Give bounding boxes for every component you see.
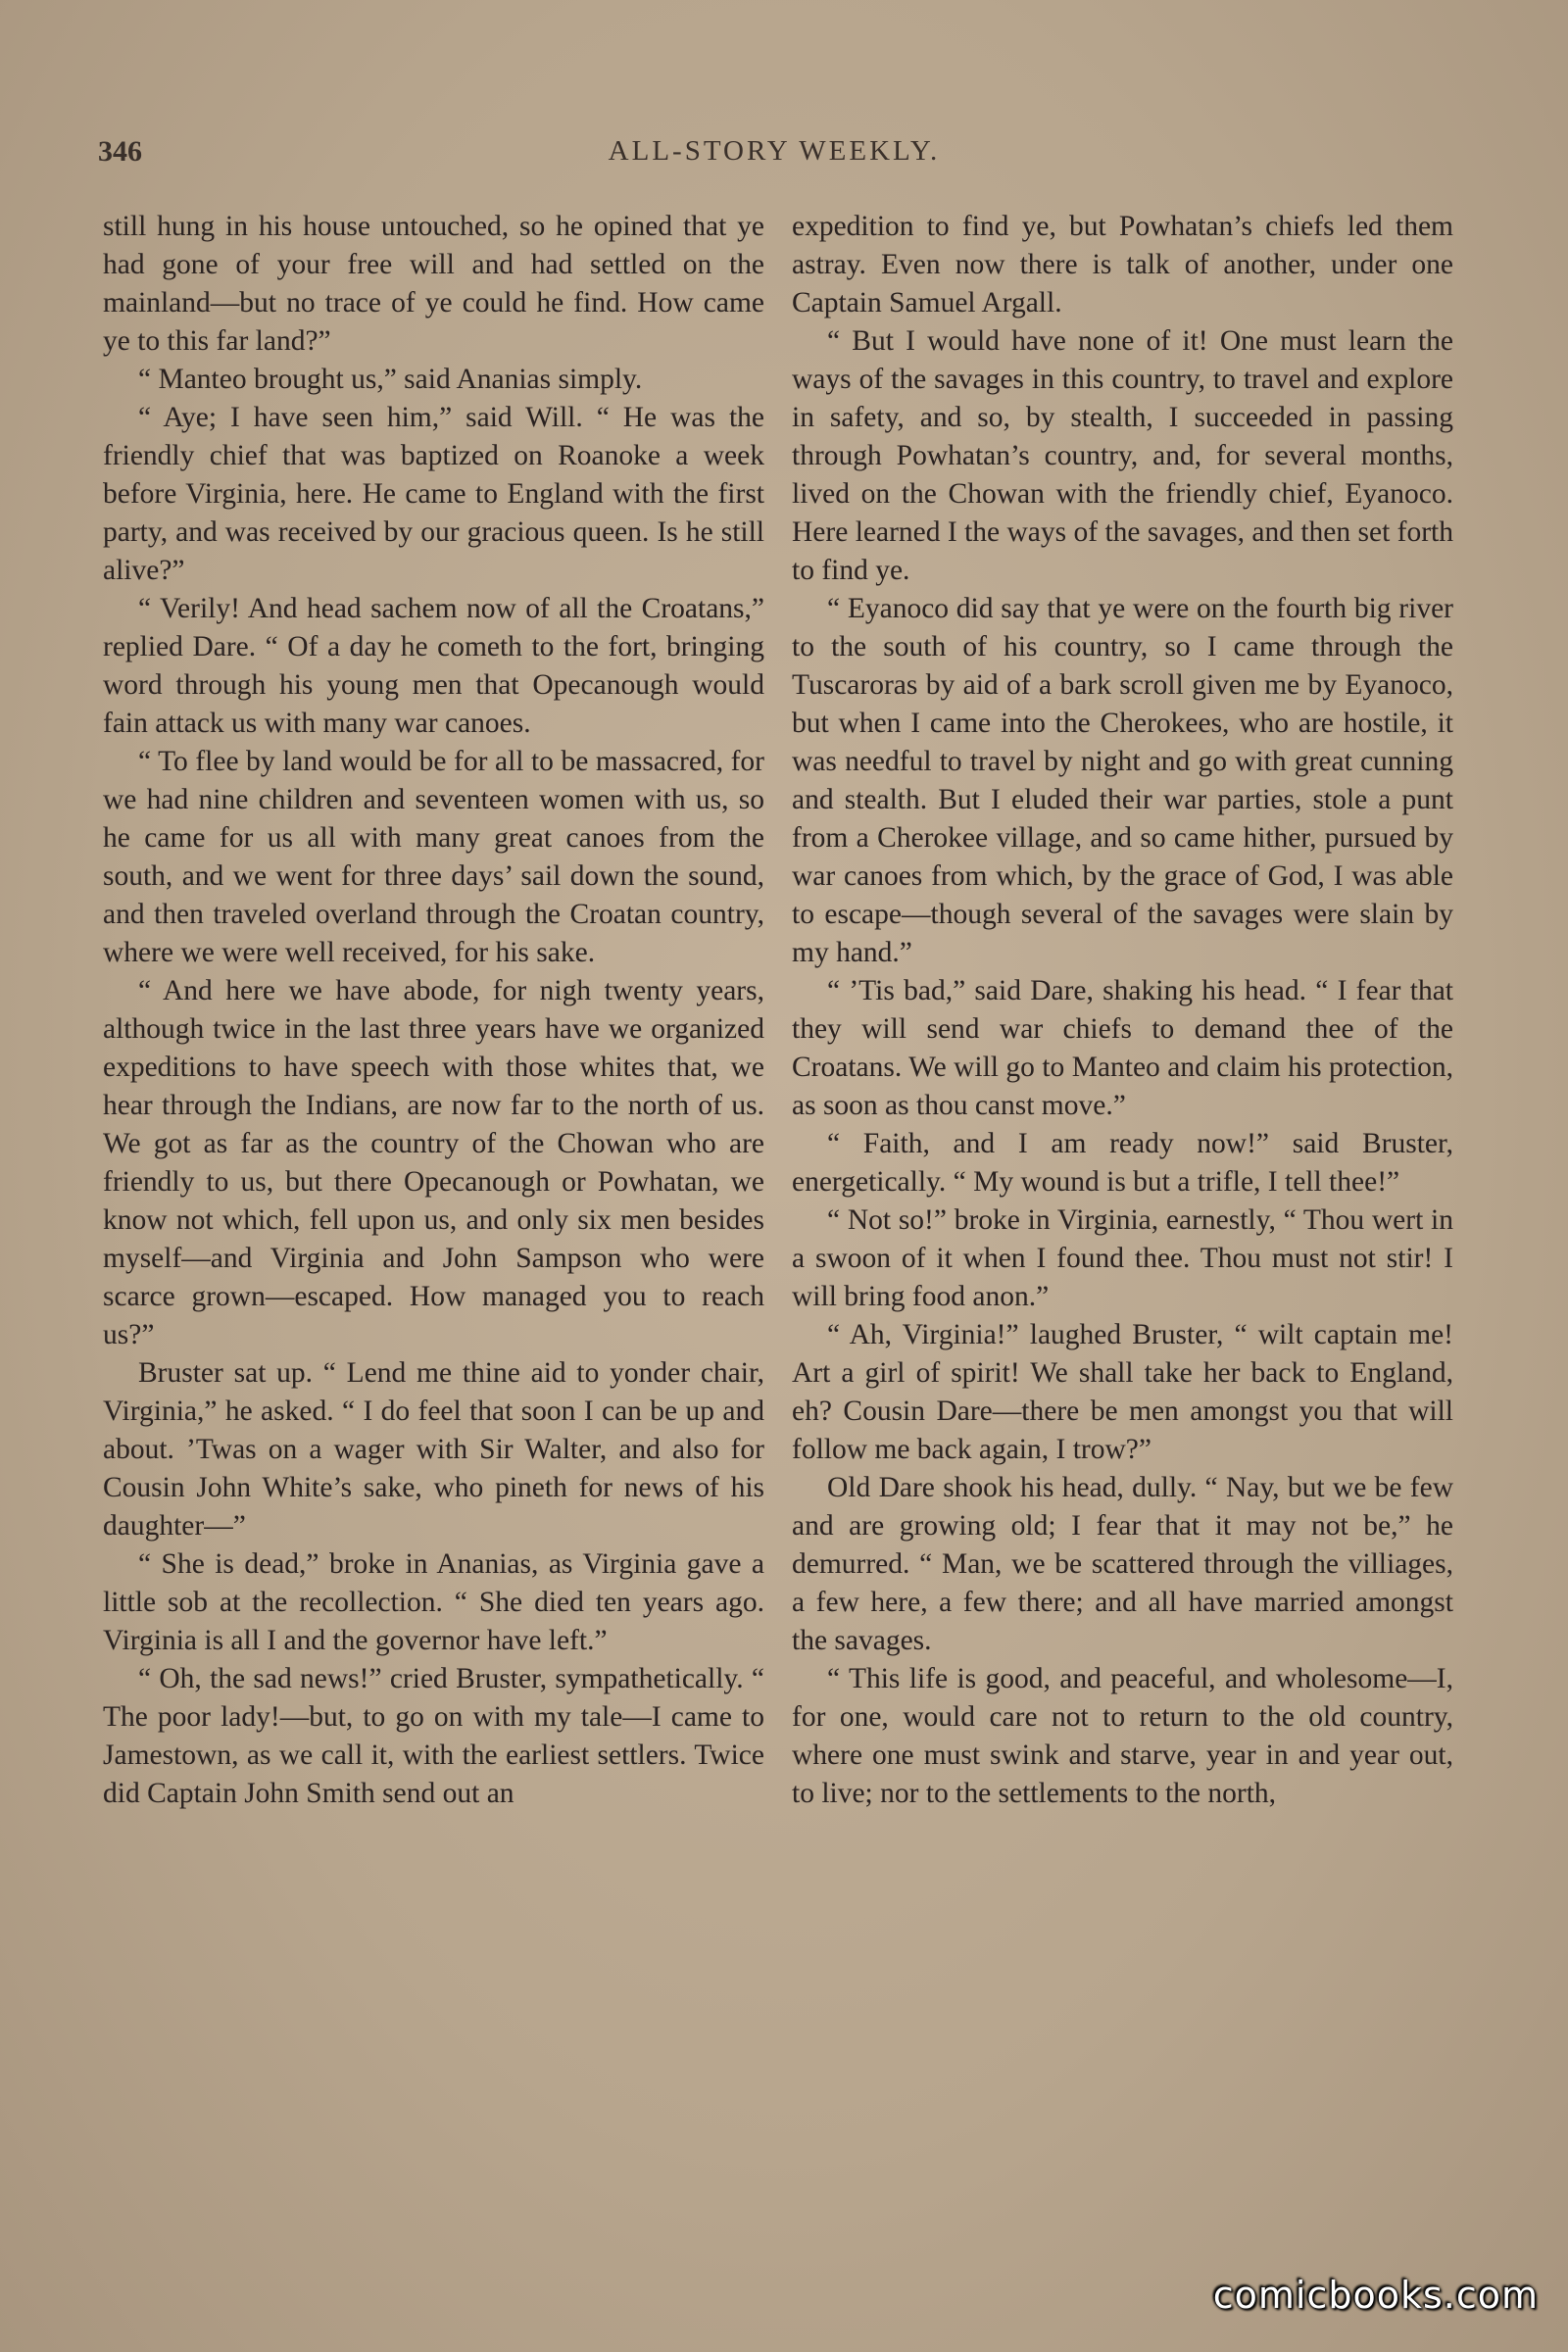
paragraph: “ But I would have none of it! One must learn the ways of the savages in this country, to travel and explore in safety, and so, by stealth, I succeeded in passing through Powhatan’s country, and, for several months, lived on the Chowan with the friendly chief, Eyanoco. Here learned I the ways of the savages, and then set forth to find ye. [792,325,1453,586]
paragraph: Old Dare shook his head, dully. “ Nay, but we be few and are growing old; I fear that it may not be,” he demurred. “ Man, we be scattered through the villiages, a few here, a few there; and all have married amongst the savages. [792,1472,1453,1656]
paragraph: “ ’Tis bad,” said Dare, shaking his head. “ I fear that they will send war chiefs to demand thee of the Croatans. We will go to Manteo and claim his protection, as soon as thou canst move.” [792,975,1453,1121]
paragraph: “ Verily! And head sachem now of all the Croatans,” replied Dare. “ Of a day he cometh to the fort, bringing word through his young men that Opecanough would fain attack us with many war canoes. [103,593,764,739]
page-number: 346 [98,135,142,168]
paragraph: “ Ah, Virginia!” laughed Bruster, “ wilt captain me! Art a girl of spirit! We shall take her back to England, eh? Cousin Dare—there be men amongst you that will follow me back again, I trow?” [792,1319,1453,1465]
paragraph: expedition to find ye, but Powhatan’s chiefs led them astray. Even now there is talk of another, under one Captain Samuel Argall. [792,211,1453,318]
paragraph: “ Not so!” broke in Virginia, earnestly, “ Thou wert in a swoon of it when I found thee. Thou must not stir! I will bring food anon.” [792,1204,1453,1312]
running-title: ALL-STORY WEEKLY. [608,135,941,167]
paragraph: “ Eyanoco did say that ye were on the fourth big river to the south of his country, so I came through the Tuscaroras by aid of a bark scroll given me by Eyanoco, but when I came into the Cherokees, who are hostile, it was needful to travel by night and go with great cunning and stealth. But I eluded their war parties, stole a punt from a Cherokee village, and so came hither, pursued by war canoes from which, by the grace of God, I was able to escape—though several of the savages were slain by my hand.” [792,593,1453,968]
paragraph: still hung in his house untouched, so he opined that ye had gone of your free will and had settled on the mainland—but no trace of ye could he find. How came ye to this far land?” [103,211,764,357]
left-text-column [103,208,764,1813]
paragraph: “ Aye; I have seen him,” said Will. “ He was the friendly chief that was baptized on Roanoke a week before Virginia, here. He came to England with the first party, and was received by our gracious queen. Is he still alive?” [103,402,764,586]
paragraph: “ Faith, and I am ready now!” said Bruster, energetically. “ My wound is but a trifle, I tell thee!” [792,1128,1453,1198]
paragraph: “ And here we have abode, for nigh twenty years, although twice in the last three years have we organized expeditions to have speech with those whites that, we hear through the Indians, are now far to the north of us. We got as far as the country of the Chowan who are friendly to us, but there Opecanough or Powhatan, we know not which, fell upon us, and only six men besides myself—and Virginia and John Sampson who were scarce grown—escaped. How managed you to reach us?” [103,975,764,1350]
paragraph: Bruster sat up. “ Lend me thine aid to yonder chair, Virginia,” he asked. “ I do feel that soon I can be up and about. ’Twas on a wager with Sir Walter, and also for Cousin John White’s sake, who pineth for news of his daughter—” [103,1357,764,1542]
page-header [98,135,1450,174]
paragraph: “ Oh, the sad news!” cried Bruster, sympathetically. “ The poor lady!—but, to go on with my tale—I came to Jamestown, as we call it, with the earliest settlers. Twice did Captain John Smith send out an [103,1663,764,1809]
paragraph: “ Manteo brought us,” said Ananias simply. [138,364,643,395]
paragraph: “ She is dead,” broke in Ananias, as Virginia gave a little sob at the recollection. “ She died ten years ago. Virginia is all I and the governor have left.” [103,1548,764,1656]
paragraph: “ To flee by land would be for all to be massacred, for we had nine children and seventeen women with us, so he came for us all with many great canoes from the south, and we went for three days’ sail down the sound, and then traveled overland through the Croatan country, where we were well received, for his sake. [103,746,764,968]
watermark: comicbooks.com [1212,2274,1539,2317]
paragraph: “ This life is good, and peaceful, and wholesome—I, for one, would care not to return to the old country, where one must swink and starve, year in and year out, to live; nor to the settlements to the north, [792,1663,1453,1809]
right-text-column [792,208,1453,1813]
